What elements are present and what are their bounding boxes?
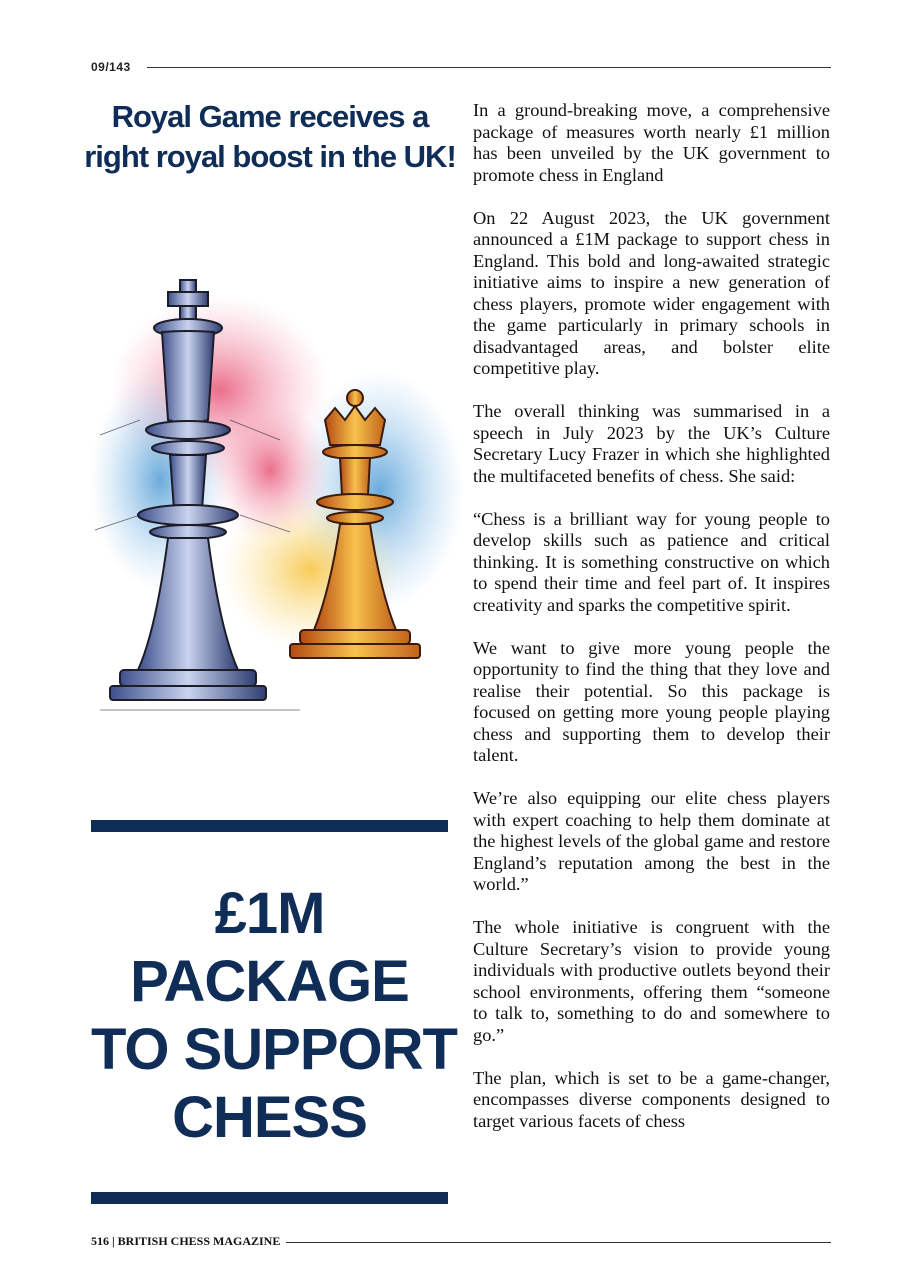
callout-bottom-rule [91,1192,448,1204]
callout-line-2: PACKAGE [130,949,409,1014]
chess-king-queen-watercolor-icon [80,270,470,730]
paragraph: We’re also equipping our elite chess players with expert coaching to help them dominate at the highest levels of the global game and restore England’s reputation among the best in the world.” [473,788,830,894]
paragraph: “Chess is a brilliant way for young people to develop skills such as patience and critical thinking. It is something constructive on which to spend their time and feel part of. It inspires creativity and sparks the competitive spirit. [473,508,830,615]
paragraph: The plan, which is set to be a game-changer, encompasses diverse components designed to target various facets of chess [473,1067,830,1131]
paragraph: On 22 August 2023, the UK government announced a £1M package to support chess in England. This bold and long-awaited strategic initiative aims to inspire a new generation of chess players, promote wider engagement with the game particularly in primary schools in disadvantaged areas, and bolster elite competitive play. [473,207,830,378]
callout-top-rule [91,820,448,832]
paragraph: In a ground-breaking move, a comprehensive package of measures worth nearly £1 million has been unveiled by the UK government to promote chess in England [473,100,830,185]
paragraph: We want to give more young people the opportunity to find the thing that they love and realise their potential. So this package is focused on getting more young people playing chess and supporting them to develop their talent. [473,637,830,765]
article-headline: Royal Game receives a right royal boost in the UK! [84,99,456,174]
callout-line-4: CHESS [172,1085,367,1150]
page-footer [91,1234,831,1250]
paragraph: The whole initiative is congruent with the Culture Secretary’s vision to provide young individuals with productive outlets beyond their school environments, offering them “someone to talk to, something to do and somewhere to go.” [473,917,830,1045]
top-header-rule [91,60,831,76]
callout-line-1: £1M [214,881,325,946]
page-index: 09/143 [91,60,131,74]
article-body [473,100,830,1154]
header-divider [147,67,831,68]
footer-label: 516 | BRITISH CHESS MAGAZINE [91,1234,286,1249]
callout-line-3: TO SUPPORT [91,1017,457,1082]
callout-text [91,880,457,1152]
paragraph: The overall thinking was summarised in a speech in July 2023 by the UK’s Culture Secretary Lucy Frazer in which she highlighted the multifaceted benefits of chess. She said: [473,401,830,486]
